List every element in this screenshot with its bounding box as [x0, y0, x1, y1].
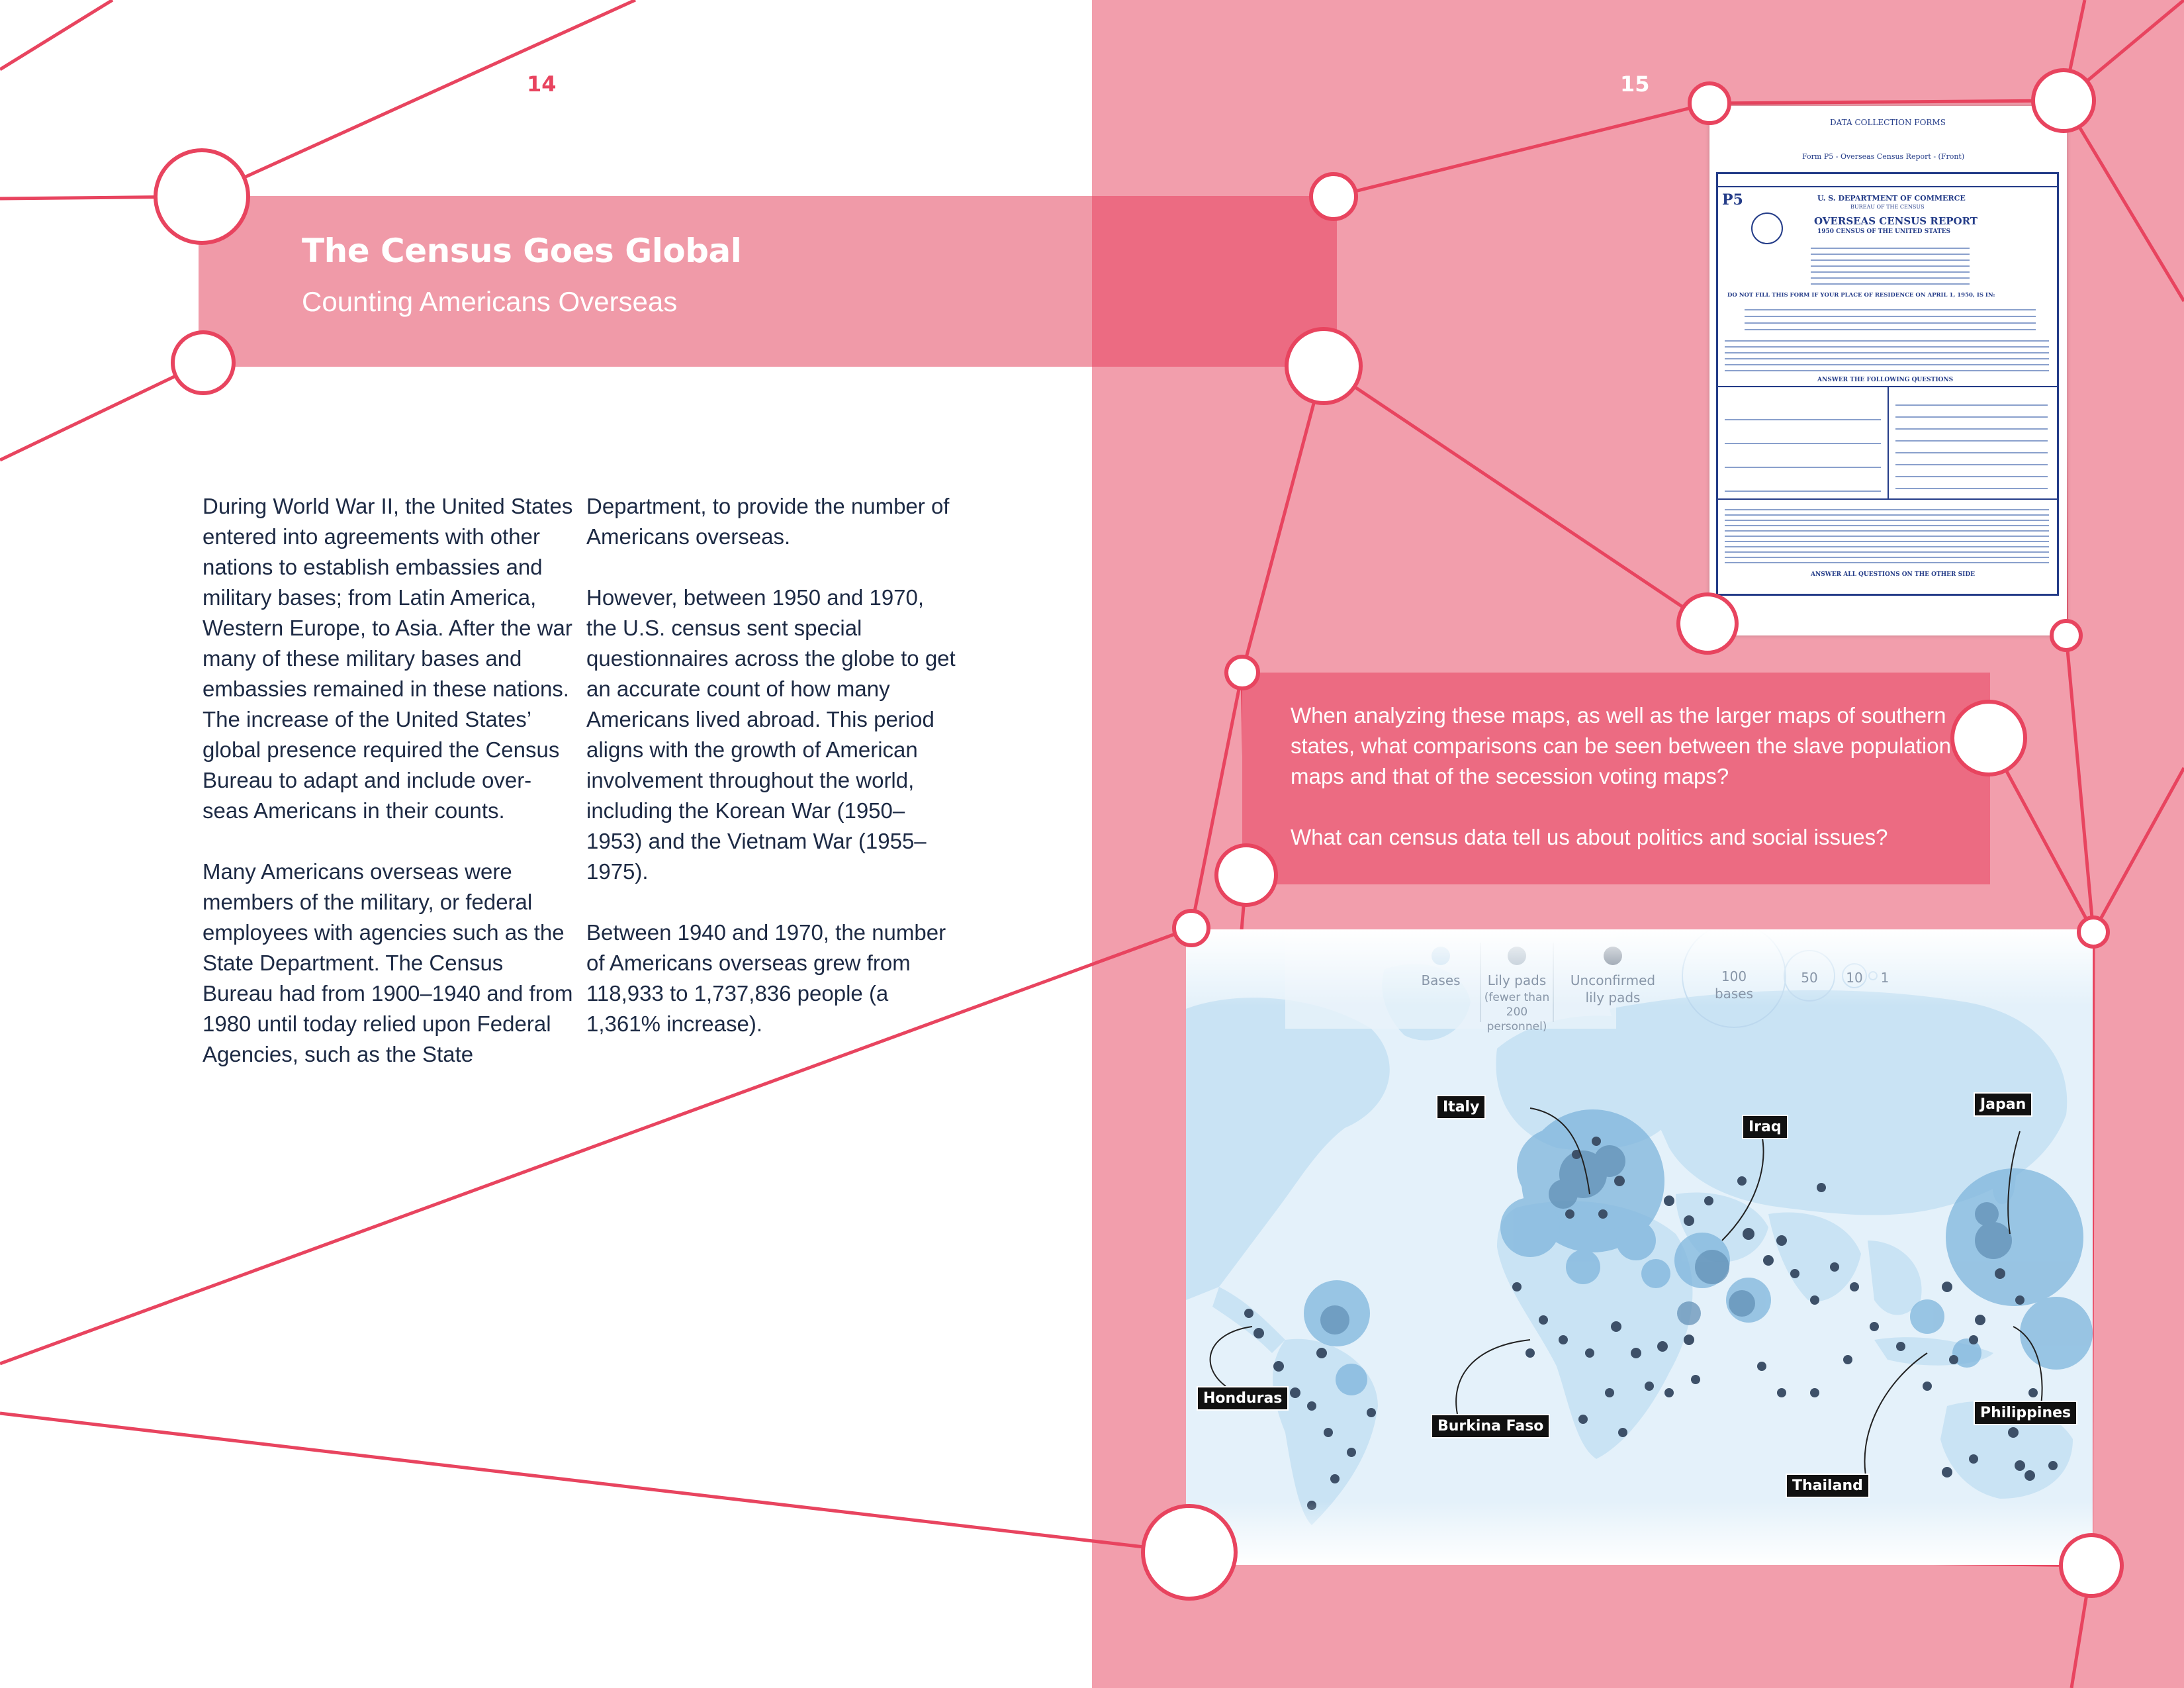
question-1: When analyzing these maps, as well as the larger maps of southern states, what comparisons can be seen between the slave population maps and that of the secession voting maps?	[1291, 703, 1951, 788]
page-subtitle: Counting Americans Overseas	[302, 286, 678, 317]
paragraph: Department, to provide the number of Americans overseas.	[586, 494, 950, 549]
form-title: Form P5 - Overseas Census Report - (Front)	[1802, 152, 1965, 161]
map-label-thailand: Thailand	[1786, 1474, 1870, 1498]
page-number-left: 14	[527, 71, 557, 97]
map-label-burkina-faso: Burkina Faso	[1431, 1414, 1550, 1438]
map-label-philippines: Philippines	[1974, 1401, 2077, 1425]
legend-lily-pads-label: Lily pads	[1487, 972, 1547, 988]
form-bureau: BUREAU OF THE CENSUS	[1850, 204, 1925, 210]
page-number-right: 15	[1620, 71, 1650, 97]
form-answer-heading: ANSWER THE FOLLOWING QUESTIONS	[1817, 377, 1954, 383]
legend-scale-100-label: 100 bases	[1714, 968, 1754, 1002]
map-label-honduras: Honduras	[1197, 1386, 1289, 1411]
node-circle	[156, 150, 248, 243]
form-census-year: 1950 CENSUS OF THE UNITED STATES	[1817, 228, 1951, 235]
legend-bases-label: Bases	[1421, 972, 1461, 988]
legend-scale-10-label: 10	[1846, 970, 1863, 986]
question-2: What can census data tell us about politics and social issues?	[1291, 825, 1888, 849]
form-id: P5	[1722, 191, 1743, 209]
legend-lily-pads-note: (fewer than 200 personnel)	[1484, 991, 1550, 1033]
legend-scale-1-label: 1	[1880, 970, 1889, 986]
map-label-iraq: Iraq	[1742, 1115, 1788, 1139]
form-department: U. S. DEPARTMENT OF COMMERCE	[1817, 194, 1966, 203]
map-label-italy: Italy	[1436, 1095, 1486, 1119]
form-heading: DATA COLLECTION FORMS	[1830, 118, 1946, 127]
paragraph: During World War II, the United States entered into agreements with other nations to establish embassies and military bases; from Latin America, Western Europe, to Asia. After the war many of these military bases and embassies remained in these nations. The increase of the United States’ global presence required the Census Bureau to adapt and include over-seas Americans in their counts.	[203, 494, 573, 823]
legend-scale-50-label: 50	[1801, 970, 1818, 986]
legend-unconfirmed-label: Unconfirmed lily pads	[1570, 972, 1656, 1006]
map-label-japan: Japan	[1974, 1092, 2032, 1117]
form-instruction: DO NOT FILL THIS FORM IF YOUR PLACE OF RESIDENCE ON APRIL 1, 1950, IS IN:	[1727, 292, 1995, 299]
paragraph: Many Americans overseas were members of the military, or federal employees with agencies such as the State Department. The Census Bureau had from 1900–1940 and from 1980 until today relied upon Federal Agencies, such as the State	[203, 859, 573, 1066]
page-title: The Census Goes Global	[302, 232, 742, 270]
paragraph: Between 1940 and 1970, the number of Americans overseas grew from 118,933 to 1,737,836 people (a 1,361% increase).	[586, 920, 946, 1036]
paragraph: However, between 1950 and 1970, the U.S. census sent special questionnaires across the globe to get an accurate count of how many Americans lived abroad. This period aligns with the growth of American involvement throughout the world, including the Korean War (1950–1953) and the Vietnam War (1955–1975).	[586, 585, 956, 884]
form-footer: ANSWER ALL QUESTIONS ON THE OTHER SIDE	[1811, 571, 1975, 578]
form-report-title: OVERSEAS CENSUS REPORT	[1814, 215, 1978, 227]
